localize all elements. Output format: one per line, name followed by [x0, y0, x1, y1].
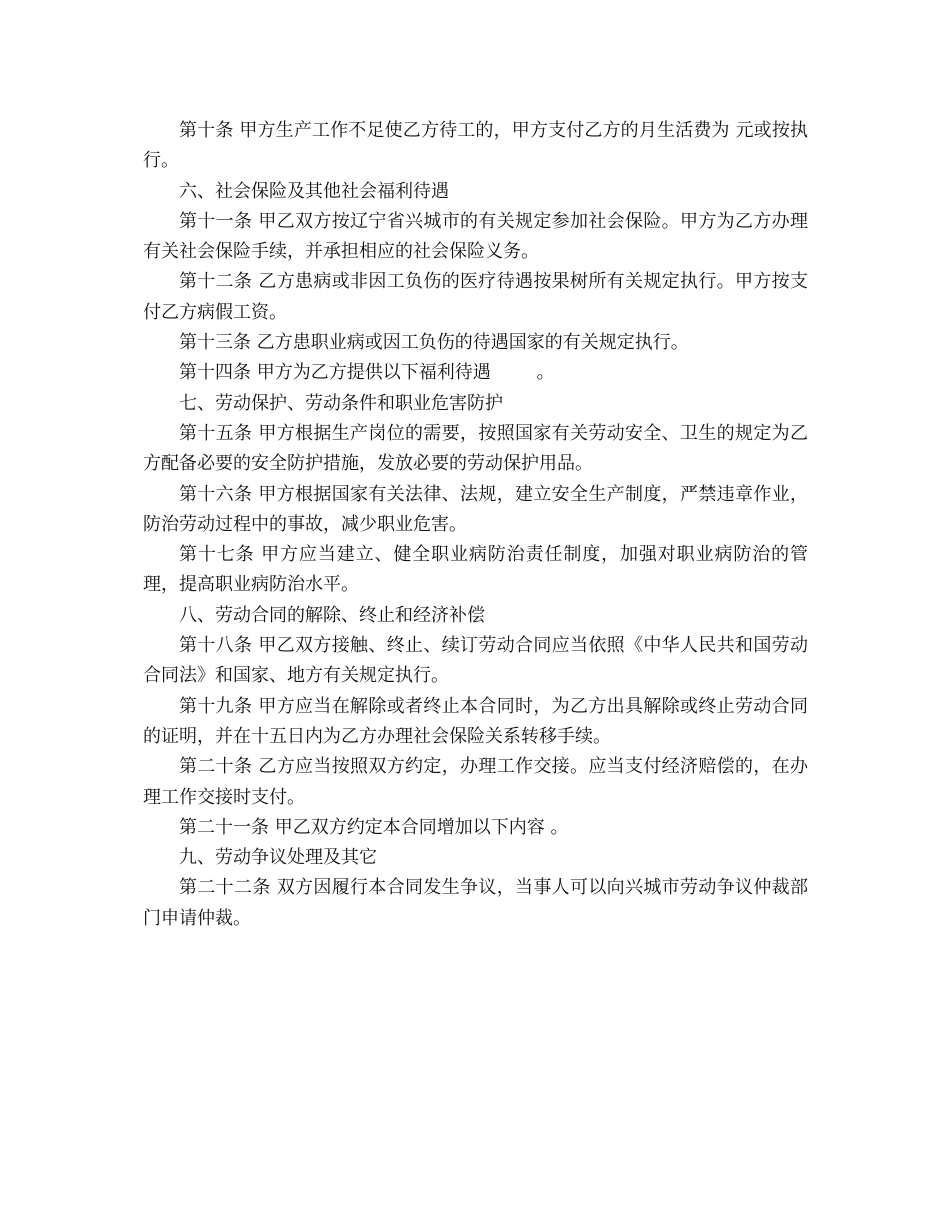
article-13: 第十三条 乙方患职业病或因工负伤的待遇国家的有关规定执行。: [179, 332, 689, 354]
article-21: 第二十一条 甲乙双方约定本合同增加以下内容 。: [179, 816, 569, 838]
section-heading-contract-termination: 八、劳动合同的解除、终止和经济补偿: [179, 604, 485, 626]
article-15: 第十五条 甲方根据生产岗位的需要，按照国家有关劳动安全、卫生的规定为乙方配备必要的安全防护措施，发放必要的劳动保护用品。: [143, 422, 808, 475]
article-12: 第十二条 乙方患病或非因工负伤的医疗待遇按果树所有关规定执行。甲方按支付乙方病假工资。: [143, 271, 808, 323]
article-14: 第十四条 甲方为乙方提供以下福利待遇 。: [179, 362, 555, 384]
section-heading-labor-protection: 七、劳动保护、劳动条件和职业危害防护: [179, 392, 503, 414]
article-19: 第十九条 甲方应当在解除或者终止本合同时，为乙方出具解除或终止劳动合同的证明，并在十五日内为乙方办理社会保险关系转移手续。: [143, 695, 808, 747]
article-18: 第十八条 甲乙双方接触、终止、续订劳动合同应当依照《中华人民共和国劳动合同法》和国家、地方有关规定执行。: [143, 635, 808, 687]
section-heading-labor-disputes: 九、劳动争议处理及其它: [179, 847, 377, 869]
article-17: 第十七条 甲方应当建立、健全职业病防治责任制度，加强对职业病防治的管理，提高职业病防治水平。: [143, 544, 808, 596]
article-10: 第十条 甲方生产工作不足使乙方待工的，甲方支付乙方的月生活费为 元或按执行。: [143, 120, 808, 172]
document-body: [143, 116, 808, 934]
article-16: 第十六条 甲方根据国家有关法律、法规，建立安全生产制度，严禁违章作业，防治劳动过程中的事故，减少职业危害。: [143, 483, 808, 535]
article-11: 第十一条 甲乙双方按辽宁省兴城市的有关规定参加社会保险。甲方为乙方办理有关社会保险手续，并承担相应的社会保险义务。: [143, 210, 808, 263]
article-22: 第二十二条 双方因履行本合同发生争议，当事人可以向兴城市劳动争议仲裁部门申请仲裁。: [143, 877, 808, 929]
article-20: 第二十条 乙方应当按照双方约定，办理工作交接。应当支付经济赔偿的，在办理工作交接时支付。: [143, 756, 808, 808]
section-heading-social-insurance: 六、社会保险及其他社会福利待遇: [179, 180, 449, 202]
